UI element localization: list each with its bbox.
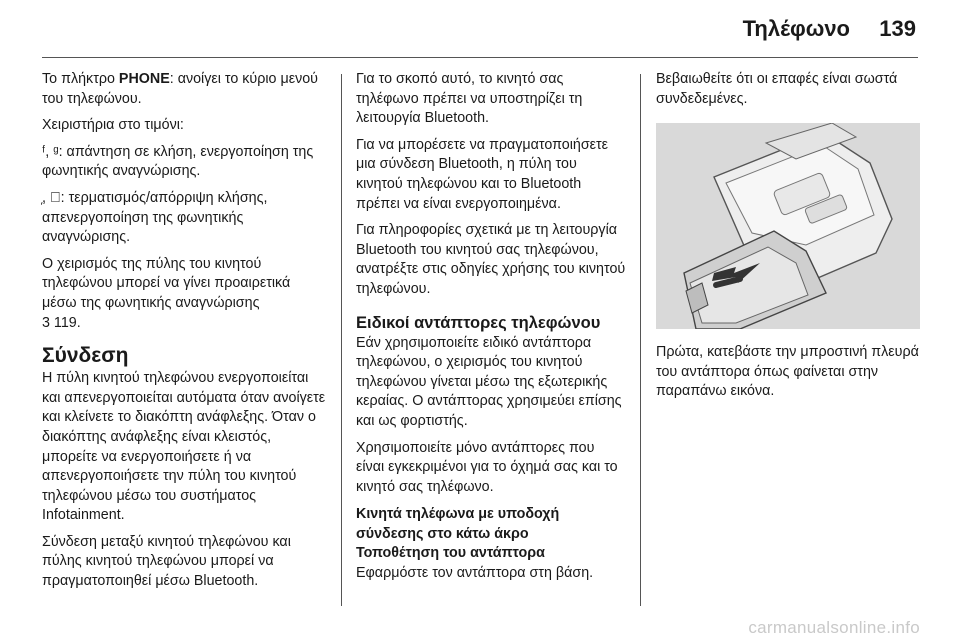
column-divider [341,74,342,606]
fit-adapter-paragraph: Εφαρμόστε τον αντάπτορα στη βάση. [356,565,594,582]
bluetooth-connection-paragraph: Σύνδεση μεταξύ κινητού τηλεφώνου και πύλης κινητού τηλεφώνου μπορεί να πραγματοποιηθεί μέσω Bluetooth. [42,533,291,590]
lower-adapter-paragraph: Πρώτα, κατεβάστε την μπροστινή πλευρά του αντάπτορα όπως φαίνεται στην παραπάνω εικόνα. [656,344,919,400]
end-call-paragraph: ᷊, ᷋: τερματισμός/απόρριψη κλήσης, απενεργοποίηση της φωνητικής αναγνώρισης. [42,189,268,246]
bluetooth-enable-paragraph: Για να μπορέσετε να πραγματοποιήσετε μια σύνδεση Bluetooth, η πύλη του κινητού τηλεφώνου και το Bluetooth πρέπει να είναι ενεργοποιημένα. [356,136,609,212]
text: Το πλήκτρο [42,71,119,87]
page-reference: 3 119. [42,314,81,331]
connection-paragraph: Η πύλη κινητού τηλεφώνου ενεργοποιείται και απενεργοποιείται αυτόματα όταν ανοίγετε και κλείνετε το διακόπτη ανάφλεξης. Όταν ο διακόπτης ανάφλεξης είναι κλειστός, μπορείτε να ενεργοποιήσετε ή να απενεργοποιήσετε την πύλη του κινητού τηλεφώνου μέσω του συστήματος Infotainment. [42,370,326,524]
answer-call-paragraph: ᶠ, ᶢ: απάντηση σε κλήση, ενεργοποίηση της φωνητικής αναγνώρισης. [42,143,314,180]
section-heading-connection: Σύνδεση [42,344,129,368]
text: Ο χειρισμός της πύλης του κινητού τηλεφώνου μπορεί να γίνει προαιρετικά μέσω της φωνητικής αναγνώρισης [42,255,291,311]
column-1 [42,70,328,599]
adapter-illustration [656,123,920,329]
phone-key-paragraph [42,70,328,109]
approved-adapters-paragraph: Χρησιμοποιείτε μόνο αντάπτορες που είναι εγκεκριμένοι για το όχημά σας και το κινητό σας τηλέφωνο. [356,439,618,495]
section-heading-adapters: Ειδικοί αντάπτορες τηλεφώνου [356,313,601,332]
header-rule [42,57,918,58]
column-3 [656,70,920,409]
watermark: carmanualsonline.info [748,618,920,637]
subheading-adapter-installation: Τοποθέτηση του αντάπτορα [356,545,545,562]
steering-controls-intro: Χειριστήρια στο τιμόνι: [42,117,184,134]
text: : ανοίγει το κύριο μενού του τηλεφώνου. [42,71,319,107]
phone-key-label: PHONE [118,71,170,87]
voice-recognition-paragraph [42,255,328,333]
header-title: Τηλέφωνο [742,16,850,41]
adapter-antenna-paragraph: Εάν χρησιμοποιείτε ειδικό αντάπτορα τηλεφώνου, ο χειρισμός του κινητού τηλεφώνου γίνεται μέσω της εξωτερικής κεραίας. Ο αντάπτορας χρησιμεύει επίσης και ως φορτιστής. [356,334,622,429]
bluetooth-info-paragraph: Για πληροφορίες σχετικά με τη λειτουργία Bluetooth του κινητού σας τηλεφώνου, ανατρέξτε στις οδηγίες χρήσης του κινητού τηλεφώνου. [356,222,626,297]
column-2 [356,70,626,591]
page-number: 139 [879,16,916,41]
column-divider [640,74,641,606]
bluetooth-support-paragraph: Για το σκοπό αυτό, το κινητό σας τηλέφωνο πρέπει να υποστηρίζει τη λειτουργία Bluetooth. [356,71,583,127]
phone-adapter-cradle-image [656,123,920,329]
contacts-paragraph: Βεβαιωθείτε ότι οι επαφές είναι σωστά συνδεδεμένες. [656,71,898,107]
subheading-bottom-connector-phones: Κινητά τηλέφωνα με υποδοχή σύνδεσης στο κάτω άκρο [356,506,560,542]
